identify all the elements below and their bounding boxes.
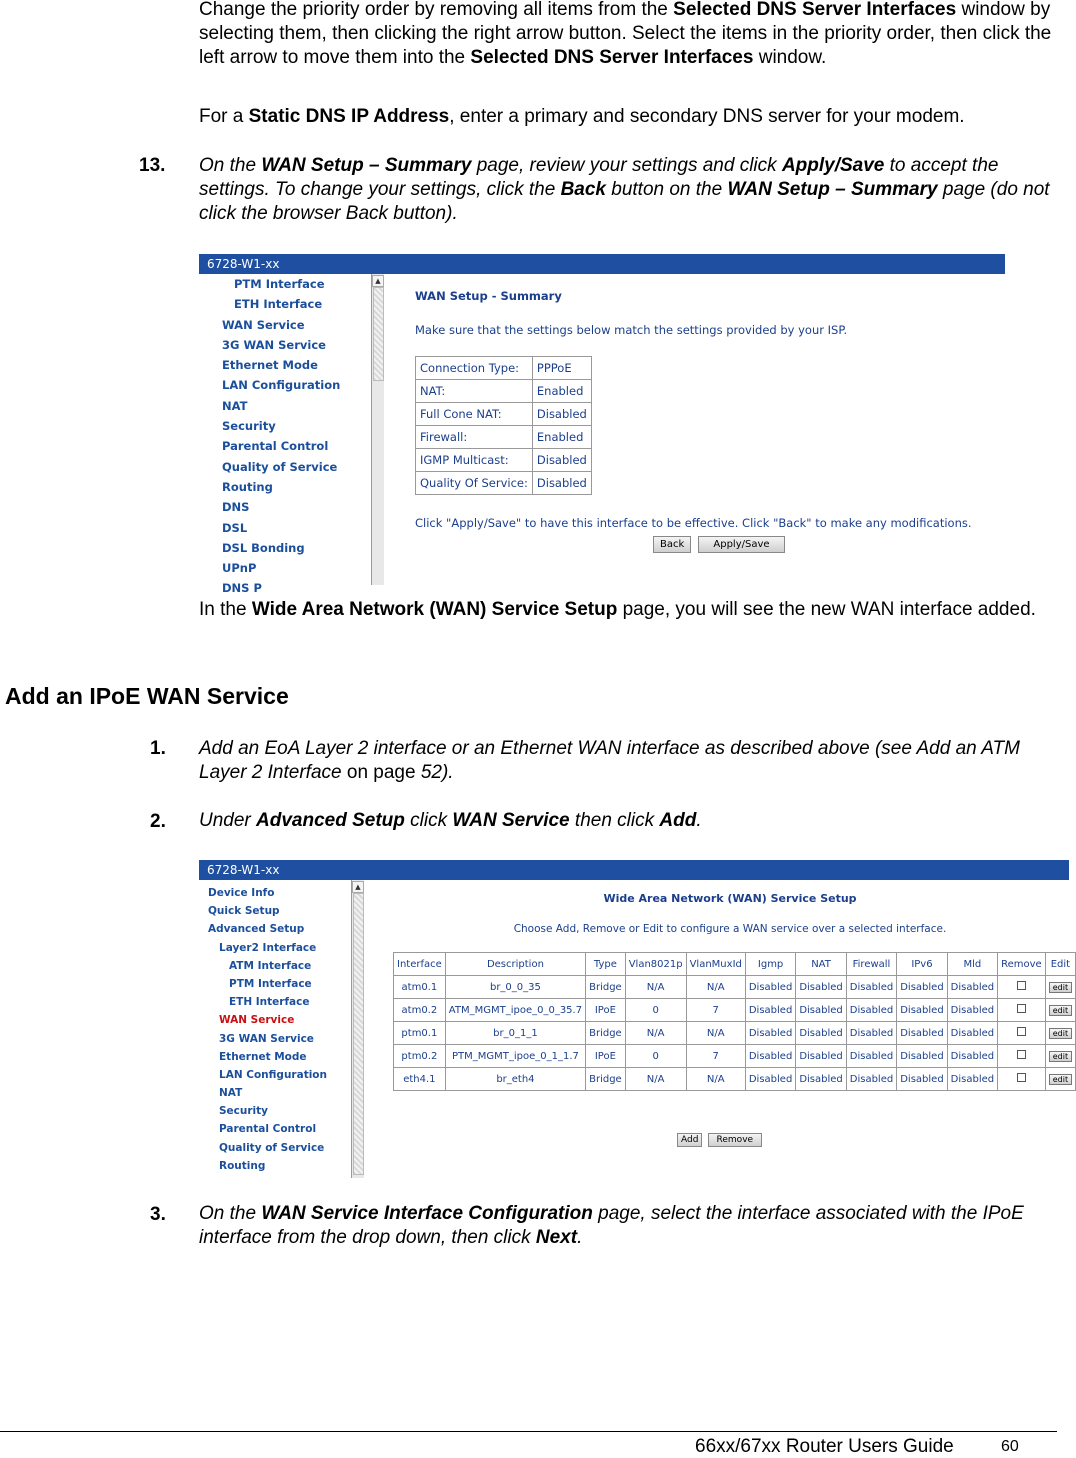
summary-row — [416, 426, 592, 449]
sidebar-item[interactable]: ETH Interface — [234, 297, 323, 312]
window-title: 6728-W1-xx — [199, 860, 1069, 880]
summary-label: Quality Of Service: — [416, 472, 533, 495]
table-cell: Disabled — [897, 1045, 947, 1068]
table-cell: IPoE — [586, 999, 626, 1022]
table-cell: Disabled — [897, 1022, 947, 1045]
scroll-thumb[interactable] — [373, 287, 384, 381]
edit-button[interactable]: edit — [1049, 1074, 1072, 1085]
remove-checkbox[interactable] — [1017, 1050, 1026, 1059]
sidebar-item[interactable]: NAT — [222, 398, 248, 413]
remove-checkbox[interactable] — [1017, 1004, 1026, 1013]
table-cell: Disabled — [846, 999, 896, 1022]
table-cell: Disabled — [947, 1022, 997, 1045]
sidebar-item[interactable]: DNS P — [222, 581, 262, 596]
summary-value: Disabled — [532, 472, 591, 495]
summary-table — [415, 356, 592, 495]
column-header: Vlan8021p — [625, 953, 686, 976]
table-cell: br_eth4 — [445, 1068, 585, 1091]
edit-cell — [1045, 1045, 1075, 1068]
table-cell: Bridge — [586, 976, 626, 999]
sidebar-nav — [199, 274, 371, 596]
summary-row — [416, 357, 592, 380]
summary-label: NAT: — [416, 380, 533, 403]
table-cell: 0 — [625, 1045, 686, 1068]
wan-summary-screenshot — [199, 254, 1005, 596]
edit-button[interactable]: edit — [1049, 1051, 1072, 1062]
footer-rule — [0, 1431, 1057, 1432]
column-header: Mld — [947, 953, 997, 976]
sidebar-item[interactable]: Ethernet Mode — [219, 1050, 307, 1063]
table-cell: atm0.1 — [394, 976, 446, 999]
sidebar-item[interactable]: Parental Control — [222, 439, 329, 454]
sidebar-item[interactable]: PTM Interface — [234, 277, 325, 291]
step-1-text: Add an EoA Layer 2 interface or an Ethernet WAN interface as described above (see Add an ATM Layer 2 Interface on page 52). — [199, 738, 1020, 783]
table-cell: 7 — [686, 999, 745, 1022]
table-cell: Disabled — [897, 976, 947, 999]
edit-button[interactable]: edit — [1049, 982, 1072, 993]
summary-row — [416, 403, 592, 426]
step-2-text: Under Advanced Setup click WAN Service then click Add. — [199, 810, 702, 831]
remove-cell — [998, 1045, 1046, 1068]
apply-note: Click "Apply/Save" to have this interface to be effective. Click "Back" to make any modifications. — [415, 516, 972, 530]
sidebar-item[interactable]: Device Info — [208, 887, 275, 899]
column-header: VlanMuxId — [686, 953, 745, 976]
intro-paragraph: Change the priority order by removing all items from the Selected DNS Server Interfaces window by selecting them, then clicking the right arrow button. Select the items in the priority order, then click the left arrow to move them into the Selected DNS Server Interfaces window. — [199, 0, 1052, 68]
remove-cell — [998, 999, 1046, 1022]
summary-row — [416, 380, 592, 403]
summary-row — [416, 472, 592, 495]
summary-value: Enabled — [532, 426, 591, 449]
table-cell: N/A — [686, 976, 745, 999]
sidebar-item[interactable]: DSL Bonding — [222, 540, 305, 555]
column-header: Description — [445, 953, 585, 976]
table-cell: Disabled — [745, 1045, 795, 1068]
summary-row — [416, 449, 592, 472]
table-cell: eth4.1 — [394, 1068, 446, 1091]
summary-label: Firewall: — [416, 426, 533, 449]
wan-service-table — [393, 952, 1076, 1091]
sidebar-item[interactable]: Quality of Service — [219, 1141, 325, 1154]
summary-label: IGMP Multicast: — [416, 449, 533, 472]
table-cell: Disabled — [947, 976, 997, 999]
table-cell: Disabled — [745, 999, 795, 1022]
section-title: Add an IPoE WAN Service — [5, 683, 289, 709]
column-header: Remove — [998, 953, 1046, 976]
table-row — [394, 1068, 1076, 1091]
table-cell: Disabled — [846, 1068, 896, 1091]
page-subtitle: Make sure that the settings below match the settings provided by your ISP. — [415, 323, 848, 337]
table-row — [394, 1045, 1076, 1068]
table-cell: ptm0.2 — [394, 1045, 446, 1068]
table-cell: N/A — [625, 1068, 686, 1091]
table-cell: Disabled — [745, 1022, 795, 1045]
sidebar-scrollbar[interactable] — [351, 880, 364, 1178]
summary-value: PPPoE — [532, 357, 591, 380]
edit-button[interactable]: edit — [1049, 1028, 1072, 1039]
remove-cell — [998, 976, 1046, 999]
sidebar-item[interactable]: Quality of Service — [222, 459, 338, 474]
table-cell: Disabled — [897, 999, 947, 1022]
table-cell: br_0_0_35 — [445, 976, 585, 999]
sidebar-item[interactable]: LAN Configuration — [219, 1068, 327, 1081]
table-cell: Disabled — [947, 1045, 997, 1068]
sidebar-item[interactable]: 3G WAN Service — [219, 1032, 314, 1045]
edit-cell — [1045, 999, 1075, 1022]
back-button[interactable]: Back — [653, 536, 691, 553]
sidebar-item[interactable]: WAN Service — [219, 1014, 295, 1027]
sidebar-item[interactable]: 3G WAN Service — [222, 337, 326, 352]
sidebar-item[interactable]: NAT — [219, 1087, 243, 1100]
edit-cell — [1045, 1022, 1075, 1045]
table-cell: 7 — [686, 1045, 745, 1068]
summary-label: Connection Type: — [416, 357, 533, 380]
table-cell: Disabled — [947, 1068, 997, 1091]
table-cell: br_0_1_1 — [445, 1022, 585, 1045]
sidebar-item[interactable]: ATM Interface — [229, 959, 312, 972]
table-cell: N/A — [686, 1068, 745, 1091]
table-cell: Disabled — [947, 999, 997, 1022]
table-cell: Disabled — [796, 1068, 846, 1091]
edit-button[interactable]: edit — [1049, 1005, 1072, 1016]
column-header: Interface — [394, 953, 446, 976]
table-cell: ptm0.1 — [394, 1022, 446, 1045]
step-2-number: 2. — [150, 811, 166, 832]
table-cell: Disabled — [745, 1068, 795, 1091]
table-cell: PTM_MGMT_ipoe_0_1_1.7 — [445, 1045, 585, 1068]
sidebar-item[interactable]: Quick Setup — [208, 905, 280, 918]
table-cell: Disabled — [846, 976, 896, 999]
sidebar-item[interactable]: PTM Interface — [229, 977, 312, 990]
window-title: 6728-W1-xx — [199, 254, 1005, 274]
sidebar-item[interactable]: Routing — [219, 1159, 266, 1172]
scroll-up-icon[interactable]: ▲ — [372, 275, 384, 287]
table-cell: ATM_MGMT_ipoe_0_0_35.7 — [445, 999, 585, 1022]
step-13-number: 13. — [139, 155, 166, 176]
table-cell: Disabled — [796, 1022, 846, 1045]
step-3-number: 3. — [150, 1204, 166, 1225]
page-subtitle: Choose Add, Remove or Edit to configure a WAN service over a selected interface. — [513, 923, 947, 935]
sidebar-item[interactable]: Security — [222, 419, 276, 434]
column-header: Type — [586, 953, 626, 976]
sidebar-item[interactable]: Ethernet Mode — [222, 358, 318, 373]
remove-cell — [998, 1022, 1046, 1045]
static-dns-paragraph: For a Static DNS IP Address, enter a primary and secondary DNS server for your modem. — [199, 106, 965, 127]
footer-page-number: 60 — [1001, 1438, 1019, 1455]
table-cell: atm0.2 — [394, 999, 446, 1022]
column-header: Firewall — [846, 953, 896, 976]
table-cell: Bridge — [586, 1068, 626, 1091]
sidebar-item[interactable]: Layer2 Interface — [219, 941, 317, 954]
summary-value: Enabled — [532, 380, 591, 403]
table-cell: 0 — [625, 999, 686, 1022]
sidebar-nav — [199, 880, 351, 1178]
column-header: Edit — [1045, 953, 1075, 976]
footer-guide-title: 66xx/67xx Router Users Guide — [695, 1436, 954, 1457]
table-cell: N/A — [686, 1022, 745, 1045]
remove-checkbox[interactable] — [1017, 1027, 1026, 1036]
sidebar-item[interactable]: Advanced Setup — [208, 923, 305, 936]
remove-button[interactable]: Remove — [708, 1133, 763, 1147]
table-cell: N/A — [625, 976, 686, 999]
column-header: Igmp — [745, 953, 795, 976]
summary-value: Disabled — [532, 449, 591, 472]
wan-service-screenshot — [199, 860, 1069, 1178]
page-heading: WAN Setup - Summary — [415, 289, 562, 303]
table-cell: Disabled — [796, 1045, 846, 1068]
sidebar-item[interactable]: LAN Configuration — [222, 378, 341, 393]
table-cell: Disabled — [796, 976, 846, 999]
add-button[interactable]: Add — [677, 1133, 702, 1147]
table-cell: IPoE — [586, 1045, 626, 1068]
table-cell: Disabled — [846, 1045, 896, 1068]
page-heading: Wide Area Network (WAN) Service Setup — [603, 892, 857, 905]
edit-cell — [1045, 1068, 1075, 1091]
summary-label: Full Cone NAT: — [416, 403, 533, 426]
sidebar-item[interactable]: DNS — [222, 500, 250, 515]
table-cell: Disabled — [745, 976, 795, 999]
remove-checkbox[interactable] — [1017, 981, 1026, 990]
sidebar-item[interactable]: UPnP — [222, 561, 257, 576]
table-row — [394, 1022, 1076, 1045]
remove-checkbox[interactable] — [1017, 1073, 1026, 1082]
scroll-thumb[interactable] — [353, 893, 364, 1175]
column-header: IPv6 — [897, 953, 947, 976]
table-row — [394, 999, 1076, 1022]
table-cell: N/A — [625, 1022, 686, 1045]
step-1-number: 1. — [150, 738, 166, 759]
sidebar-item[interactable]: Routing — [222, 479, 273, 494]
scroll-up-icon[interactable]: ▲ — [352, 881, 364, 893]
table-cell: Disabled — [897, 1068, 947, 1091]
summary-value: Disabled — [532, 403, 591, 426]
sidebar-item[interactable]: WAN Service — [222, 317, 305, 332]
table-cell: Bridge — [586, 1022, 626, 1045]
sidebar-scrollbar[interactable] — [371, 274, 384, 585]
apply-save-button[interactable]: Apply/Save — [698, 536, 784, 553]
sidebar-item[interactable]: DSL — [222, 520, 248, 535]
column-header: NAT — [796, 953, 846, 976]
table-cell: Disabled — [796, 999, 846, 1022]
sidebar-item[interactable]: ETH Interface — [229, 996, 310, 1009]
step-3-text: On the WAN Service Interface Configuration page, select the interface associated with the IPoE interface from the drop down, then click Next. — [199, 1203, 1024, 1248]
sidebar-item[interactable]: Parental Control — [219, 1123, 317, 1136]
table-cell: Disabled — [846, 1022, 896, 1045]
after-summary-paragraph: In the Wide Area Network (WAN) Service Setup page, you will see the new WAN interface added. — [199, 599, 1036, 620]
table-row — [394, 976, 1076, 999]
edit-cell — [1045, 976, 1075, 999]
sidebar-item[interactable]: Security — [219, 1105, 269, 1118]
remove-cell — [998, 1068, 1046, 1091]
step-13-text: On the WAN Setup – Summary page, review your settings and click Apply/Save to accept the settings. To change your settings, click the Back button on the WAN Setup – Summary page (do not click the browser Back button). — [199, 155, 1050, 224]
